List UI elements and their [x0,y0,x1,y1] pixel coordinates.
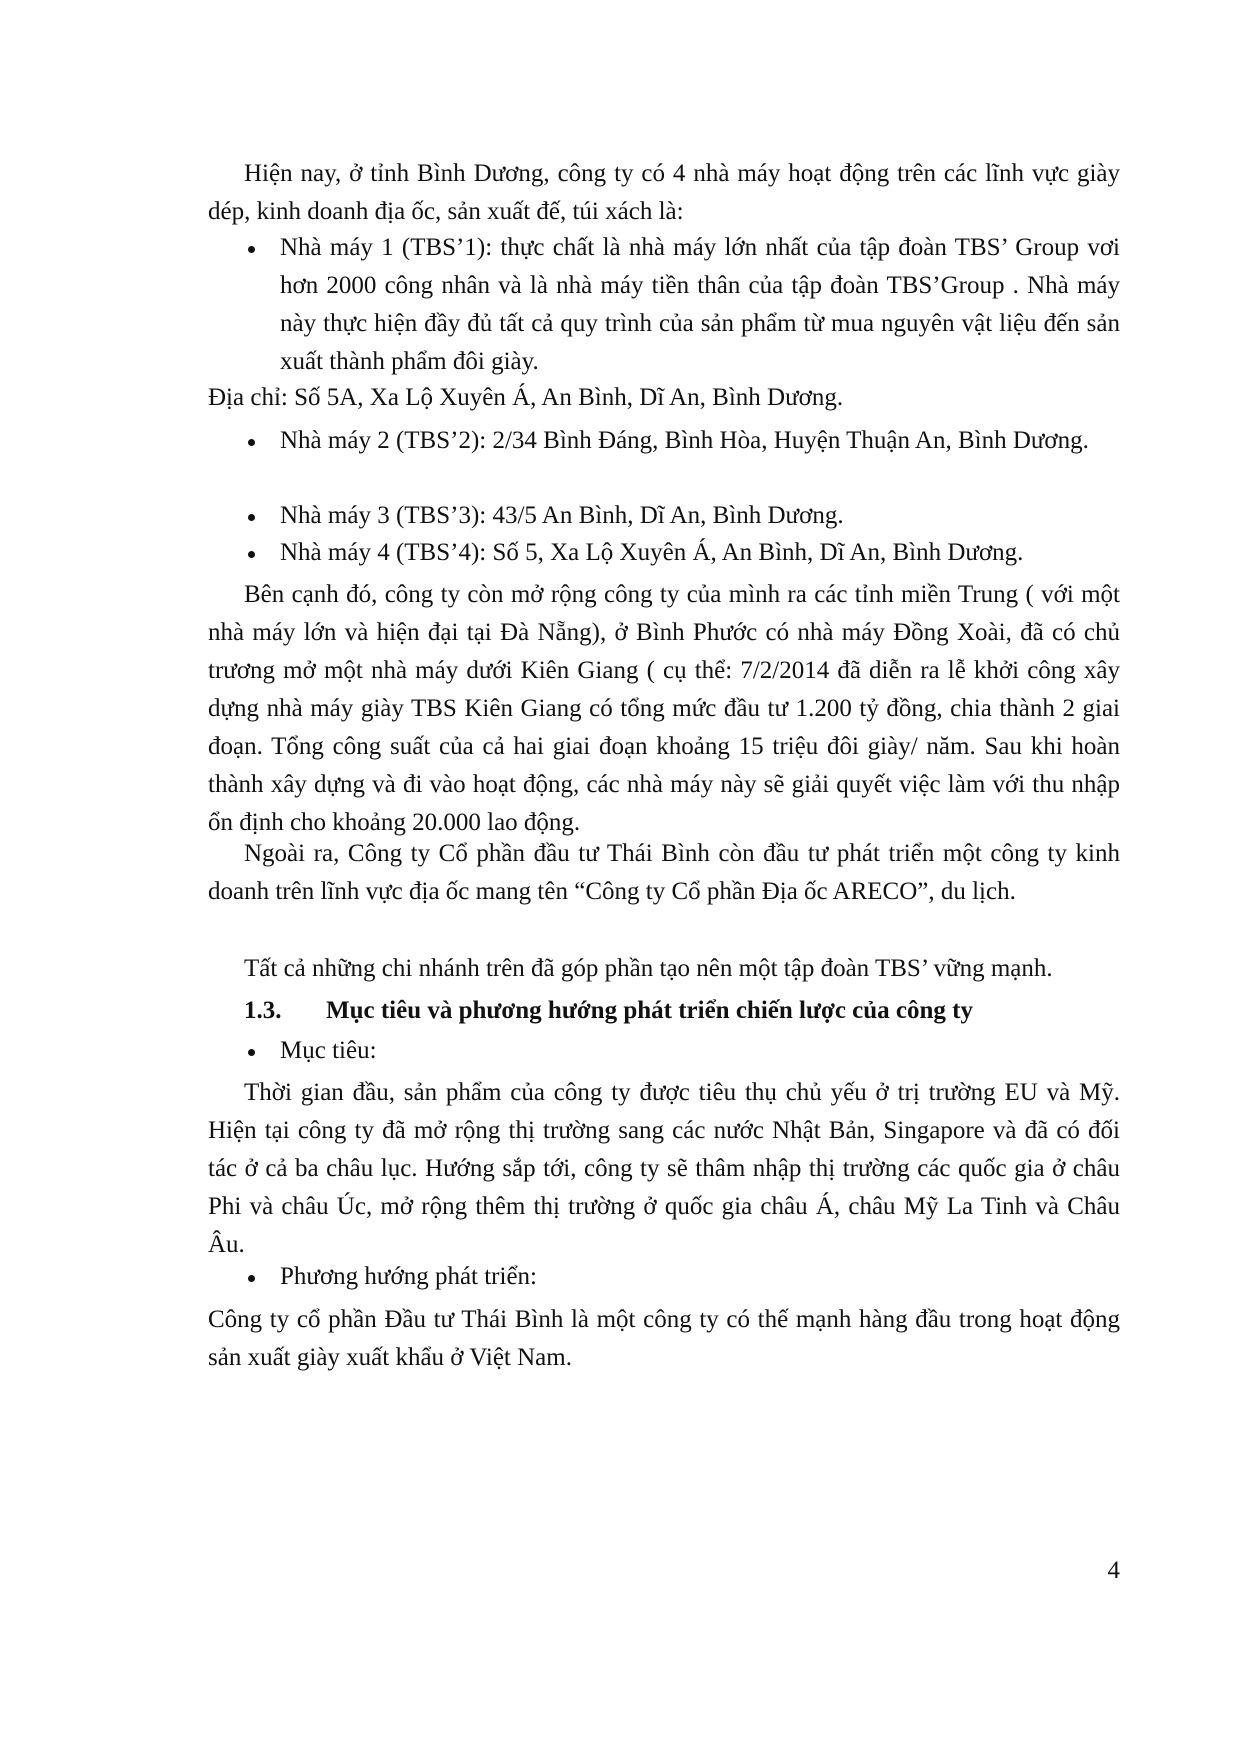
areco-paragraph: Ngoài ra, Công ty Cổ phần đầu tư Thái Bình còn đầu tư phát triển một công ty kinh doanh trên lĩnh vực địa ốc mang tên “Công ty Cổ phần Địa ốc ARECO”, du lịch. [208,840,1120,905]
intro-paragraph-block [208,155,1120,231]
branches-paragraph-block [208,950,1120,988]
expansion-paragraph-block [208,576,1120,842]
goals-paragraph: Thời gian đầu, sản phẩm của công ty được tiêu thụ chủ yếu ở trị trường EU và Mỹ. Hiện tại công ty đã mở rộng thị trường sang các nước Nhật Bản, Singapore và đã có đối tác ở cả ba châu lục. Hướng sắp tới, công ty sẽ thâm nhập thị trường các quốc gia ở châu Phi và châu Úc, mở rộng thêm thị trường ở quốc gia châu Á, châu Mỹ La Tinh và Châu Âu. [208,1079,1120,1258]
bullet-icon [248,1275,255,1282]
factory2-bullet [208,422,1120,460]
section-title: Mục tiêu và phương hướng phát triển chiến lược của công ty [326,997,973,1024]
direction-bullet [208,1258,1120,1296]
direction-paragraph: Công ty cổ phần Đầu tư Thái Bình là một công ty có thế mạnh hàng đầu trong hoạt động sản xuất giày xuất khẩu ở Việt Nam. [208,1306,1120,1371]
factory3-text: Nhà máy 3 (TBS’3): 43/5 An Bình, Dĩ An, Bình Dương. [280,502,844,529]
section-heading [208,992,1120,1030]
goals-paragraph-block [208,1074,1120,1264]
areco-paragraph-block [208,835,1120,911]
direction-label: Phương hướng phát triển: [280,1263,537,1290]
factory1-text: Nhà máy 1 (TBS’1): thực chất là nhà máy lớn nhất của tập đoàn TBS’ Group vơi hơn 2000 công nhân và là nhà máy tiền thân của tập đoàn TBS’Group . Nhà máy này thực hiện đầy đủ tất cả quy trình của sản phẩm từ mua nguyên vật liệu đến sản xuất thành phẩm đôi giày. [280,234,1120,375]
expansion-paragraph: Bên cạnh đó, công ty còn mở rộng công ty của mình ra các tỉnh miền Trung ( với một nhà máy lớn và hiện đại tại Đà Nẵng), ở Bình Phước có nhà máy Đồng Xoài, đã có chủ trương mở một nhà máy dưới Kiên Giang ( cụ thể: 7/2/2014 đã diễn ra lễ khởi công xây dựng nhà máy giày TBS Kiên Giang có tổng mức đầu tư 1.200 tỷ đồng, chia thành 2 giai đoạn. Tổng công suất của cả hai giai đoạn khoảng 15 triệu đôi giày/ năm. Sau khi hoàn thành xây dựng và đi vào hoạt động, các nhà máy này sẽ giải quyết việc làm với thu nhập ổn định cho khoảng 20.000 lao động. [208,581,1120,836]
goals-bullet [208,1032,1120,1070]
intro-paragraph: Hiện nay, ở tỉnh Bình Dương, công ty có 4 nhà máy hoạt động trên các lĩnh vực giày dép, kinh doanh địa ốc, sản xuất đế, túi xách là: [208,160,1120,225]
factory4-text: Nhà máy 4 (TBS’4): Số 5, Xa Lộ Xuyên Á, An Bình, Dĩ An, Bình Dương. [280,539,1024,566]
direction-paragraph-block [208,1301,1120,1377]
factory1-address-block [208,379,1120,417]
section-number: 1.3. [244,997,282,1024]
bullet-icon [248,246,255,253]
bullet-icon [248,551,255,558]
bullet-icon [248,514,255,521]
factory1-address: Địa chỉ: Số 5A, Xa Lộ Xuyên Á, An Bình, Dĩ An, Bình Dương. [208,384,844,411]
branches-paragraph: Tất cả những chi nhánh trên đã góp phần tạo nên một tập đoàn TBS’ vững mạnh. [244,955,1053,982]
page-number: 4 [1107,1557,1120,1584]
factory3-bullet [208,497,1120,535]
bullet-icon [248,439,255,446]
factory4-bullet [208,534,1120,572]
factory1-bullet [208,229,1120,381]
factory2-text: Nhà máy 2 (TBS’2): 2/34 Bình Đáng, Bình Hòa, Huyện Thuận An, Bình Dương. [280,427,1089,454]
goals-label: Mục tiêu: [280,1037,377,1064]
bullet-icon [248,1049,255,1056]
